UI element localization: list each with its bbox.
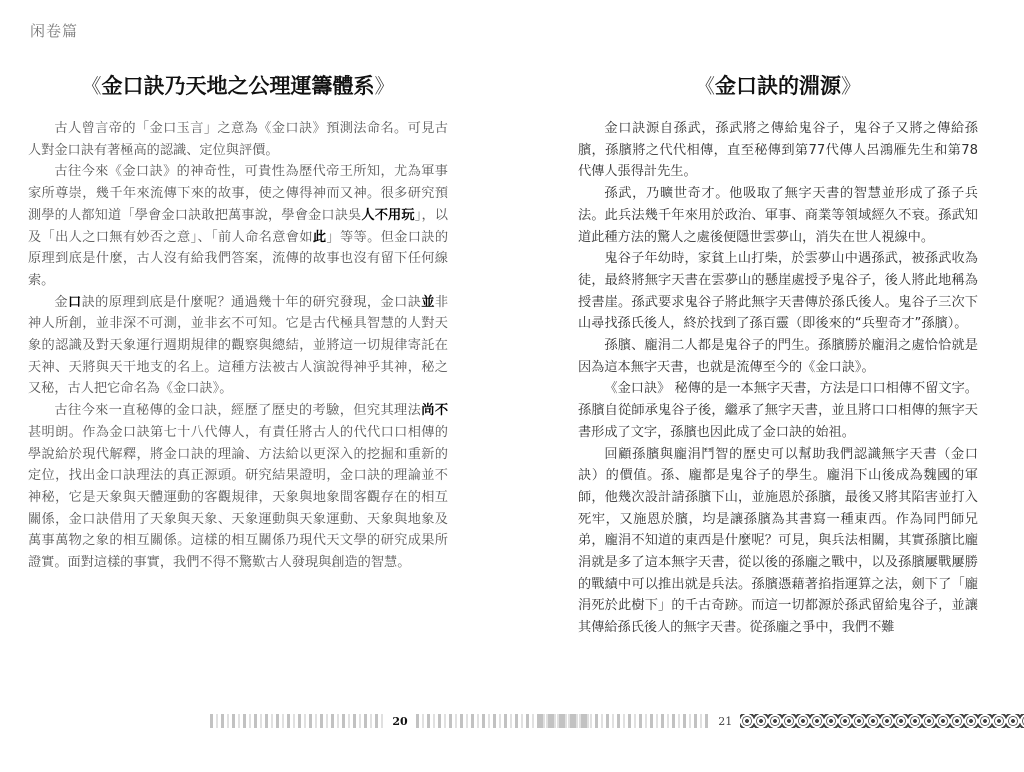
paragraph-text: 古人曾言帝的「金口玉言」之意為《金口訣》預測法命名。可見古人對金口訣有著極高的認識、定位與評價。 — [28, 121, 448, 158]
paragraph — [28, 161, 448, 291]
paragraph-text: 非神人所創，並非深不可測，並非玄不可知。它是古代極具智慧的人對天象的認識及對天象運行週期規律的觀察與總結，並將這一切規律寄託在天神、天將與天干地支的名上。這種方法被古人演說得神乎其神，秘之又秘，古人把它命名為《金口訣》。 — [28, 294, 449, 397]
right-footer — [540, 706, 1024, 736]
emphasis-text: 口 — [67, 294, 82, 310]
left-footer — [210, 706, 590, 736]
paragraph-text: 孫臏、龐涓二人都是鬼谷子的門生。孫臏勝於龐涓之處恰恰就是因為這本無字天書，也就是流傳至今的《金口訣》。 — [578, 338, 978, 375]
emphasis-text: 此 — [312, 229, 327, 245]
decorative-border-icon — [740, 714, 1024, 728]
paragraph — [28, 400, 448, 574]
paragraph — [578, 118, 978, 183]
header-mark: 闲卷篇 — [30, 22, 79, 40]
paragraph-text: 金口訣源自孫武，孫武將之傳給鬼谷子，鬼谷子又將之傳給孫臏，孫臏將之代代相傳，直至秘傳到第77代傳人呂鴻雁先生和第78代傳人張得計先生。 — [578, 121, 978, 180]
title-ornament-left-icon: 《 — [81, 74, 102, 98]
paragraph-text: 訣的原理到底是什麼呢？通過幾十年的研究發現，金口訣 — [81, 294, 422, 310]
paragraph-text: 」等等。但金口訣的原理到底是什麼，古人沒有給我們答案，流傳的故事也沒有留下任何線索。 — [28, 229, 449, 288]
paragraph — [578, 248, 978, 335]
paragraph — [578, 335, 978, 378]
paragraph-text: 古往今來一直秘傳的金口訣，經歷了歷史的考驗，但究其理法 — [54, 403, 422, 419]
paragraph — [28, 118, 448, 161]
page-number-right: 21 — [718, 714, 733, 728]
emphasis-text: 尚不 — [421, 403, 449, 419]
right-title-text: 金口訣的淵源 — [715, 73, 841, 98]
paragraph-text: 」，以及「出人之口無有妙否之意」、「前人命名意會如 — [28, 207, 448, 245]
page-number-left: 20 — [392, 714, 408, 728]
emphasis-text: 人不用玩 — [361, 207, 415, 223]
left-page — [28, 0, 448, 772]
paragraph — [578, 444, 978, 639]
paragraph-text: 《金口訣》 秘傳的是一本無字天書，方法是口口相傳不留文字。孫臏自從師承鬼谷子後，繼承了無字天書，並且將口口相傳的無字天書形成了文字，孫臏也因此成了金口訣的始祖。 — [578, 381, 978, 440]
paragraph-text: 甚明朗。作為金口訣第七十八代傳人，有責任將古人的代代口口相傳的學說給於現代解釋，將金口訣的理論、方法給以更深入的挖掘和重新的定位，找出金口訣理法的真正源頭。研究結果證明，金口訣的理論並不神秘，它是天象與天體運動的客觀規律，天象與地象間客觀存在的相互關係，金口訣借用了天象與天象、天象運動與天象運動、天象與地象及萬事萬物之象的相互關係。這樣的相互關係乃現代天文學的研究成果所證實。面對這樣的事實，我們不得不驚歎古人發現與創造的智慧。 — [28, 424, 448, 571]
right-page — [578, 0, 978, 772]
paragraph — [578, 378, 978, 443]
left-page-body — [28, 118, 448, 574]
decorative-border-icon — [540, 714, 710, 728]
emphasis-text: 並 — [421, 294, 435, 310]
paragraph-text: 古往今來《金口訣》的神奇性，可貴性為歷代帝王所知，尤為軍事家所尊崇，幾千年來流傳下來的故事，使之傳得神而又神。很多研究預測學的人都知道「學會金口訣敢把萬事說，學會金口訣吳 — [28, 164, 448, 223]
left-page-title — [28, 70, 448, 100]
title-ornament-left-icon: 《 — [695, 74, 715, 98]
right-page-body — [578, 118, 978, 639]
paragraph-text: 鬼谷子年幼時，家貧上山打柴，於雲夢山中遇孫武，被孫武收為徒，最終將無字天書在雲夢山的懸崖處授予鬼谷子，後人將此地稱為授書崖。孫武要求鬼谷子將此無字天書傳於孫氏後人。鬼谷子三次下山尋找孫氏後人，終於找到了孫百靈（即後來的“兵聖奇才”孫臏）。 — [578, 251, 978, 332]
paragraph-text: 金 — [54, 294, 68, 310]
paragraph — [578, 183, 978, 248]
paragraph — [28, 292, 448, 401]
paragraph-text: 孫武，乃曠世奇才。他吸取了無字天書的智慧並形成了孫子兵法。此兵法幾千年來用於政治、軍事、商業等領域經久不衰。孫武知道此種方法的驚人之處後便隱世雲夢山，消失在世人視線中。 — [578, 186, 978, 245]
title-ornament-right-icon: 》 — [374, 74, 395, 98]
left-title-text: 金口訣乃天地之公理運籌體系 — [101, 73, 375, 98]
decorative-border-icon — [210, 714, 384, 728]
right-page-title — [578, 70, 978, 100]
title-ornament-right-icon: 》 — [841, 74, 861, 98]
paragraph-text: 回顧孫臏與龐涓鬥智的歷史可以幫助我們認識無字天書（金口訣）的價值。孫、龐都是鬼谷子的學生。龐涓下山後成為魏國的軍師，他幾次設計請孫臏下山，並施恩於孫臏，最後又將其陷害並打入死牢，又施恩於臏，均是讓孫臏為其書寫一種東西。作為同門師兄弟，龐涓不知道的東西是什麼呢？可見，與兵法相關，其實孫臏比龐涓就是多了這本無字天書，從以後的孫龐之戰中，以及孫臏屢戰屢勝的戰績中可以推出就是兵法。孫臏憑藉著掐指運算之法，劍下了「龐涓死於此樹下」的千古奇跡。而這一切都源於孫武留給鬼谷子，並讓其傳給孫氏後人的無字天書。從孫龐之爭中，我們不難 — [578, 446, 978, 636]
